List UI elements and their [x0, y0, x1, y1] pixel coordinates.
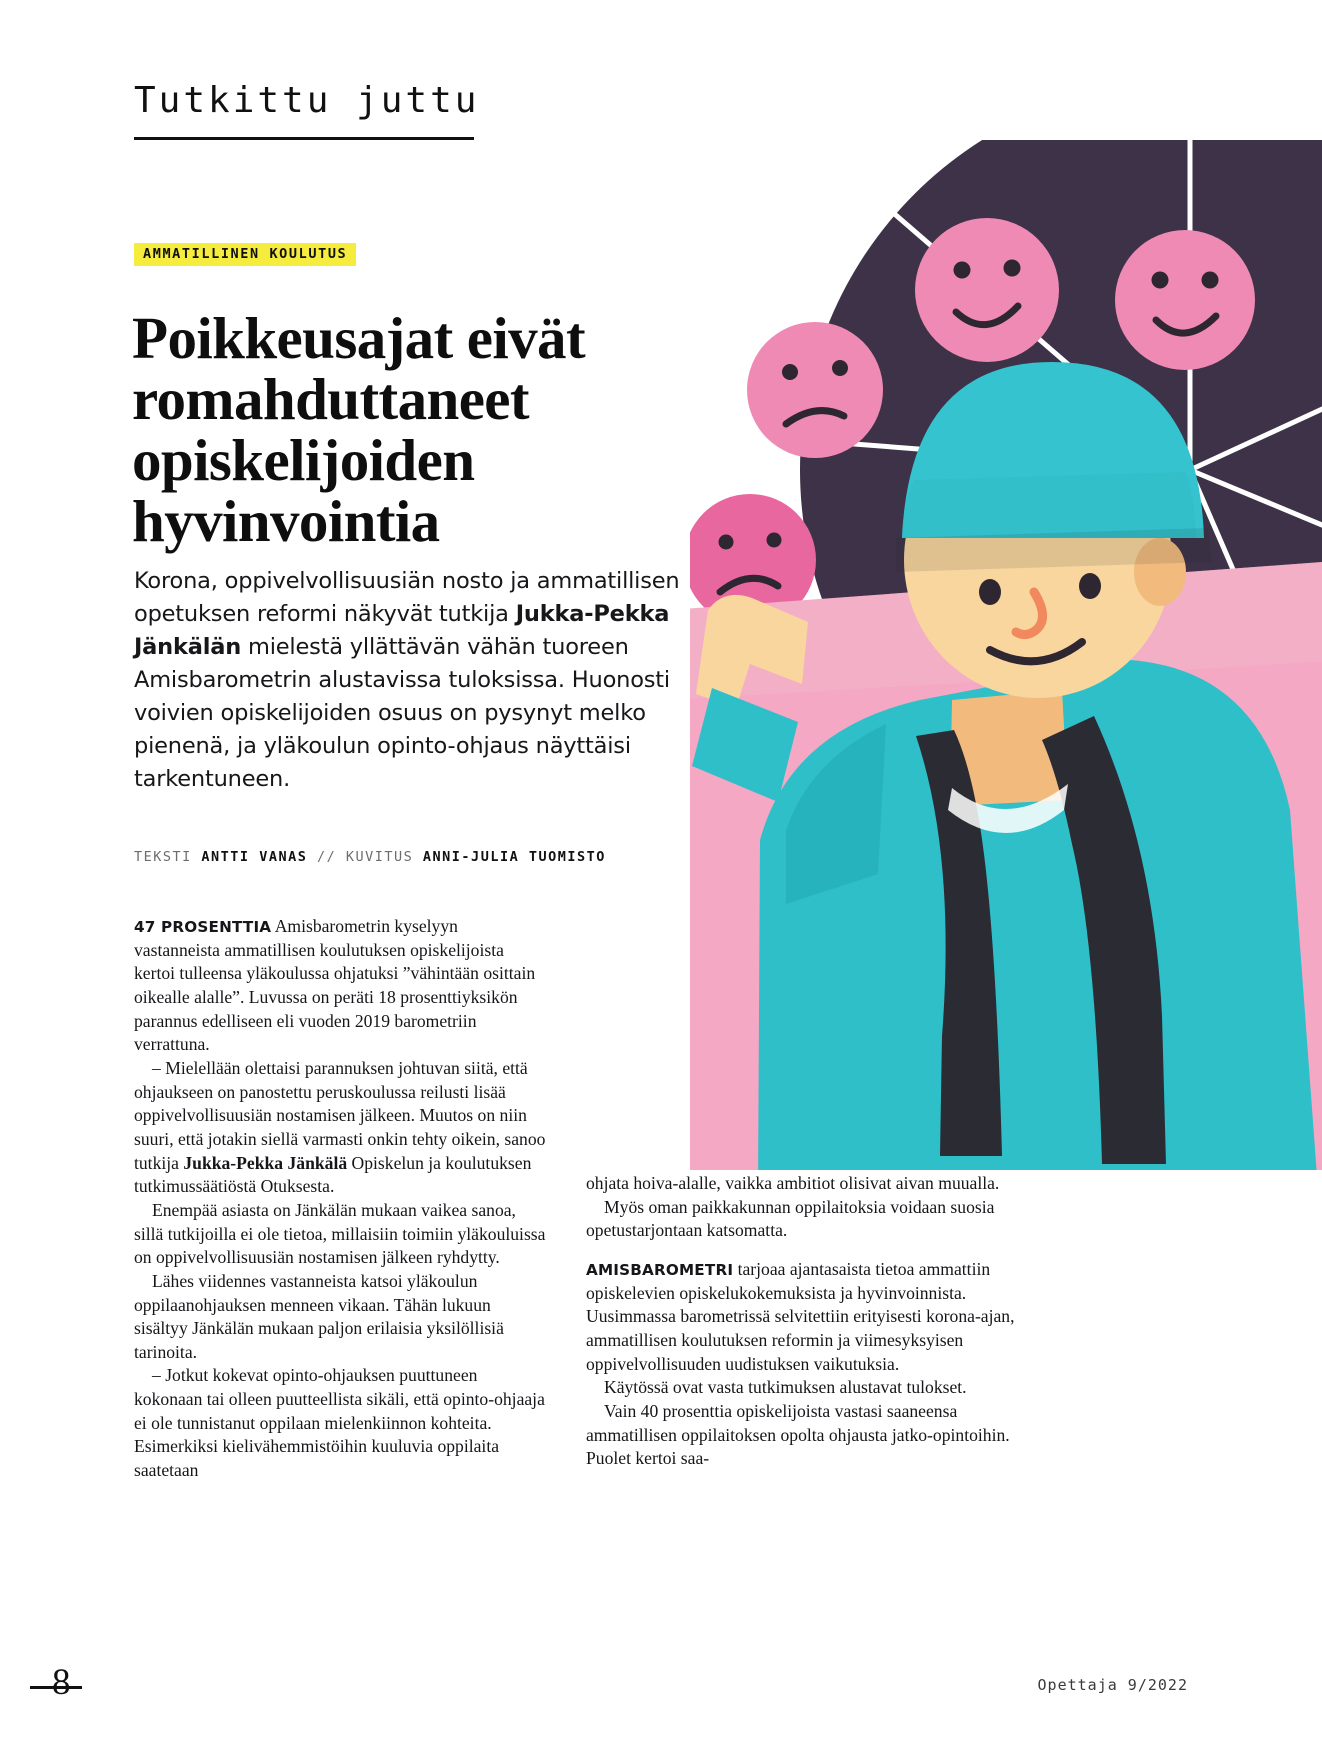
byline — [134, 849, 734, 865]
paragraph-left-4: Lähes viidennes vastanneista katsoi yläkoulun oppilaanohjauksen menneen vikaan. Tähän lukuun sisältyy Jänkälän mukaan paljon erilaisia yksilöllisiä tarinoita. — [134, 1270, 504, 1362]
category-tag: AMMATILLINEN KOULUTUS — [134, 243, 356, 266]
paragraph-right-3 — [586, 1258, 1041, 1376]
standfirst-part1: Korona, oppivelvollisuusiän nosto ja ammatillisen opetuksen reformi näkyvät tutkija — [134, 568, 680, 628]
paragraph-left-2a: – Mielellään olettaisi parannuksen johtuvan siitä, että ohjaukseen on panostettu peruskoulussa reilusti lisää oppivelvollisuusiän nostamisen jälkeen. Muutos on niin suuri, että jotakin siellä varmasti onkin tehty oikein, sanoo tutkija — [134, 1057, 546, 1173]
paragraph-right-5: Vain 40 prosenttia opiskelijoista vastasi saaneensa ammatillisen oppilaitoksen opolta ohjausta jatko-opintoihin. Puolet kertoi saa- — [586, 1400, 1010, 1469]
paragraph-right-4: Käytössä ovat vasta tutkimuksen alustavat tulokset. — [604, 1377, 967, 1398]
paragraph-right-2: Myös oman paikkakunnan oppilaitoksia voidaan suosia opetustarjontaan katsomatta. — [586, 1196, 995, 1241]
byline-illustration-label: KUVITUS — [345, 849, 414, 865]
body-column-left — [134, 915, 546, 1483]
byline-text-label: TEKSTI — [134, 849, 192, 865]
paragraph-right-1: ohjata hoiva-alalle, vaikka ambitiot olisivat aivan muualla. — [586, 1173, 1000, 1193]
illustration-svg — [690, 140, 1322, 1170]
article-illustration — [690, 140, 1322, 1170]
face-smile-2 — [1115, 230, 1255, 370]
standfirst — [134, 565, 694, 796]
lead-caps-right: AMISBAROMETRI — [586, 1260, 734, 1279]
standfirst-highlight-name: Jukka-Pekka Jänkälän — [134, 601, 670, 661]
paragraph-left-3: Enempää asiasta on Jänkälän mukaan vaikea sanoa, sillä tutkijoilla ei ole tietoa, millaisiin toimiin yläkouluissa on oppivelvollisuusiän nostamisen jälkeen ryhdytty. — [134, 1199, 546, 1268]
lead-caps-left: 47 PROSENTTIA — [134, 918, 272, 936]
byline-illustrator: ANNI-JULIA TUOMISTO — [422, 849, 606, 865]
page-number: 8 — [52, 1662, 71, 1703]
researcher-name: Jukka-Pekka Jänkälä — [183, 1152, 348, 1173]
kicker-underline — [134, 137, 474, 140]
issue-label: Opettaja 9/2022 — [1037, 1676, 1188, 1694]
paragraph-left-2 — [134, 1057, 546, 1199]
section-kicker: Tutkittu juttu — [134, 80, 480, 121]
byline-author: ANTTI VANAS — [201, 849, 308, 865]
byline-separator: // — [316, 849, 337, 865]
body-column-right — [586, 1172, 1041, 1471]
page-title: Poikkeusajat eivät romahduttaneet opiskelijoiden hyvinvointia — [132, 304, 585, 554]
paragraph-left-2b: Opiskelun ja koulutuksen tutkimussäätiöstä Otuksesta. — [134, 1152, 532, 1197]
face-frown — [747, 322, 883, 458]
face-smile-1 — [915, 218, 1059, 362]
paragraph-lead-left — [134, 915, 546, 1057]
paragraph-right-3-rest: tarjoaa ajantasaista tietoa ammattiin opiskelevien opiskelukokemuksista ja hyvinvoinnista. Uusimmassa barometrissä selvitettiin erityisesti korona-ajan, ammatillisen koulutuksen reformin ja viimesyksyisen oppivelvollisuuden uudistuksen vaikutuksia. — [586, 1258, 1015, 1374]
paragraph-left-5: – Jotkut kokevat opinto-ohjauksen puuttuneen kokonaan tai olleen puutteellista sikäli, että opinto-ohjaaja ei ole tunnistanut oppilaan mielenkiinnon kohteita. Esimerkiksi kielivähemmistöihin kuuluvia oppilaita saatetaan — [134, 1365, 545, 1481]
standfirst-part2: mielestä yllättävän vähän tuoreen Amisbarometrin alustavissa tuloksissa. Huonosti voivien opiskelijoiden osuus on pysynyt melko pienenä, ja yläkoulun opinto-ohjaus näyttäisi tarkentuneen. — [134, 634, 670, 793]
paragraph-left-1: Amisbarometrin kyselyyn vastanneista ammatillisen koulutuksen opiskelijoista kertoi tulleensa yläkoulussa ohjatuksi ”vähintään osittain oikealle alalle”. Luvussa on peräti 18 prosenttiyksikön parannus edelliseen eli vuoden 2019 barometriin verrattuna. — [134, 916, 536, 1055]
